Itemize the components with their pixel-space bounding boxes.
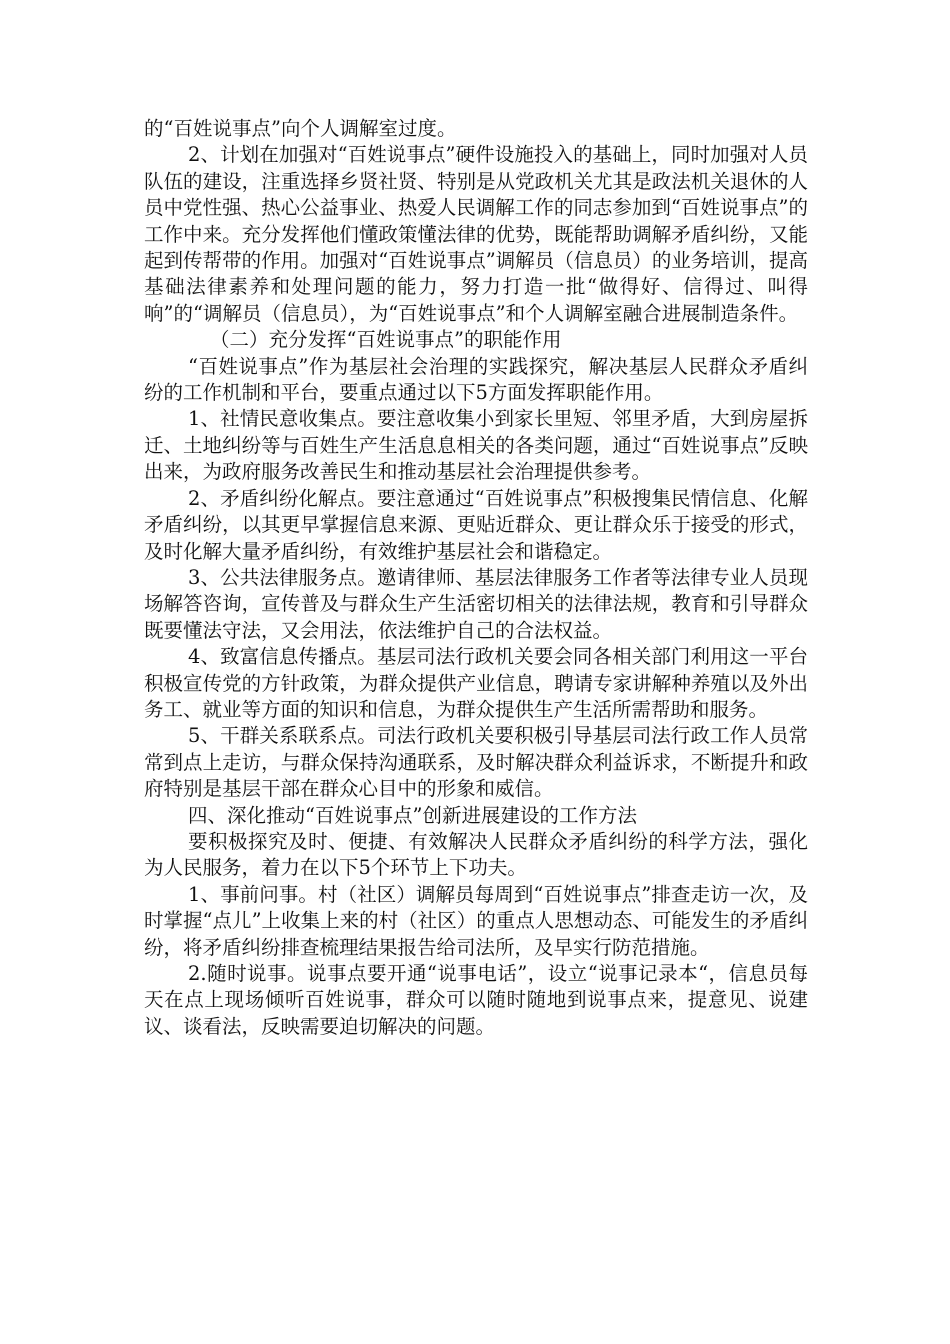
paragraph: 3、公共法律服务点。邀请律师、基层法律服务工作者等法律专业人员现场解答咨询，宣传普及与群众生产生活密切相关的法律法规，教育和引导群众既要懂法守法，又会用法，依法维护自己的合法权益。 bbox=[144, 565, 808, 642]
paragraph: 2、计划在加强对“百姓说事点”硬件设施投入的基础上，同时加强对人员队伍的建设，注重选择乡贤社贤、特别是从党政机关尤其是政法机关退休的人员中党性强、热心公益事业、热爱人民调解工作的同志参加到“百姓说事点”的工作中来。充分发挥他们懂政策懂法律的优势，既能帮助调解矛盾纠纷，又能起到传帮带的作用。加强对“百姓说事点”调解员（信息员）的业务培训，提高基础法律素养和处理问题的能力，努力打造一批“做得好、信得过、叫得响”的“调解员（信息员），为“百姓说事点”和个人调解室融合进展制造条件。 bbox=[144, 143, 808, 325]
paragraph: 四、深化推动“百姓说事点”创新进展建设的工作方法 bbox=[188, 803, 637, 827]
document-page bbox=[144, 116, 808, 1040]
paragraph: 1、社情民意收集点。要注意收集小到家长里短、邻里矛盾，大到房屋拆迁、土地纠纷等与百姓生产生活息息相关的各类问题，通过“百姓说事点”反映出来，为政府服务改善民生和推动基层社会治理提供参考。 bbox=[144, 407, 808, 484]
paragraph: 4、致富信息传播点。基层司法行政机关要会同各相关部门利用这一平台积极宣传党的方针政策，为群众提供产业信息，聘请专家讲解种养殖以及外出务工、就业等方面的知识和信息，为群众提供生产生活所需帮助和服务。 bbox=[144, 645, 808, 721]
paragraph: “百姓说事点”作为基层社会治理的实践探究，解决基层人民群众矛盾纠纷的工作机制和平台，要重点通过以下5方面发挥职能作用。 bbox=[144, 354, 808, 405]
paragraph: 的“百姓说事点”向个人调解室过度。 bbox=[144, 117, 457, 140]
paragraph: 1、事前问事。村（社区）调解员每周到“百姓说事点”排查走访一次，及时掌握“点儿”上收集上来的村（社区）的重点人思想动态、可能发生的矛盾纠纷，将矛盾纠纷排查梳理结果报告给司法所，及早实行防范措施。 bbox=[144, 882, 808, 959]
paragraph: 2.随时说事。说事点要开通“说事电话”，设立“说事记录本“，信息员每天在点上现场倾听百姓说事，群众可以随时随地到说事点来，提意见、说建议、谈看法，反映需要迫切解决的问题。 bbox=[144, 962, 808, 1038]
paragraph: 要积极探究及时、便捷、有效解决人民群众矛盾纠纷的科学方法，强化为人民服务，着力在以下5个环节上下功夫。 bbox=[144, 829, 808, 880]
paragraph: 2、矛盾纠纷化解点。要注意通过“百姓说事点”积极搜集民情信息、化解矛盾纠纷，以其更早掌握信息来源、更贴近群众、更让群众乐于接受的形式，及时化解大量矛盾纠纷，有效维护基层社会和谐稳定。 bbox=[144, 486, 808, 563]
paragraph: 5、干群关系联系点。司法行政机关要积极引导基层司法行政工作人员常常到点上走访，与群众保持沟通联系，及时解决群众利益诉求，不断提升和政府特别是基层干部在群众心目中的形象和威信。 bbox=[144, 724, 808, 801]
paragraph: （二）充分发挥“百姓说事点”的职能作用 bbox=[210, 328, 562, 352]
